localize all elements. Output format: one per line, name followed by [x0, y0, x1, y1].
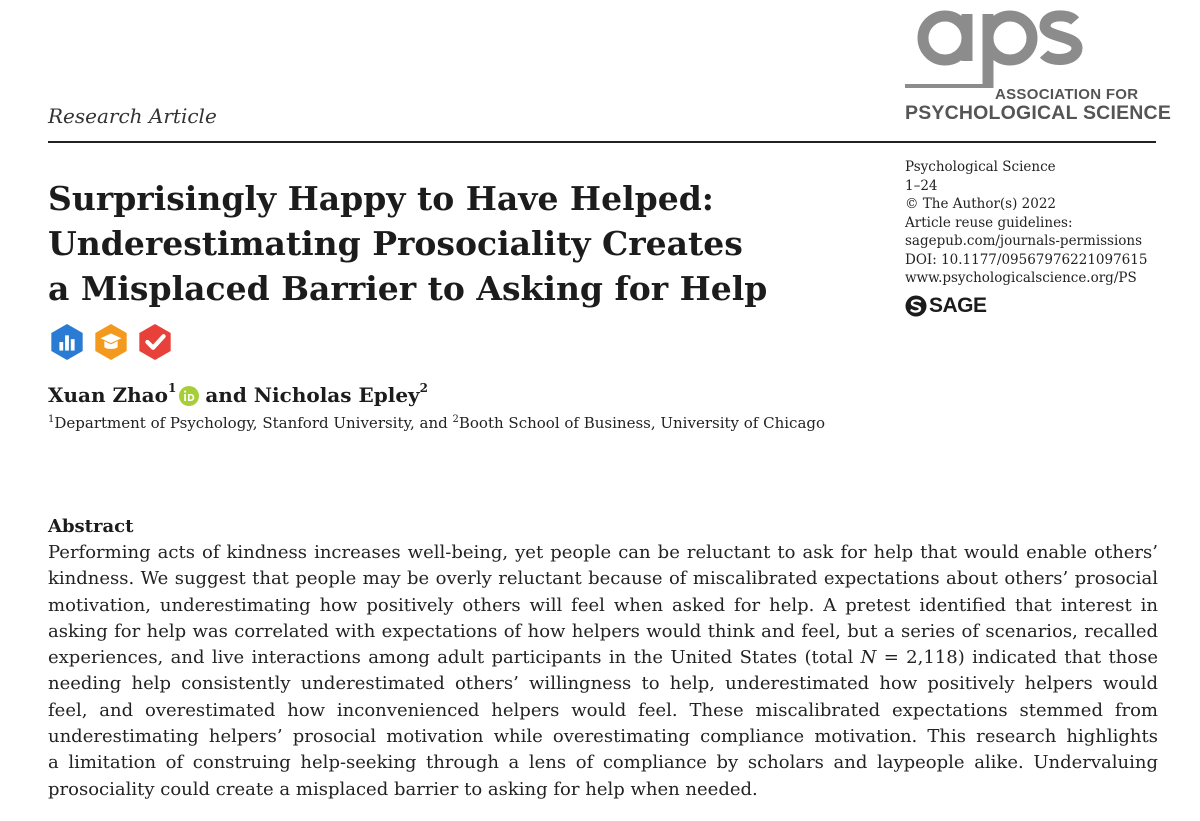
- author-affiliation-mark: 2: [419, 381, 429, 395]
- affiliation-mark: 1: [48, 414, 55, 425]
- title-line: Underestimating Prosociality Creates: [48, 224, 743, 263]
- abstract-line: a limitation of construing help-seeking through a lens of compliance by scholars and laypeople alike. Undervaluing: [48, 752, 1158, 774]
- abstract-line: motivation, underestimating how positively others will feel when asked for help. A pretest identified that interest in: [48, 594, 1158, 616]
- abstract-line: feel, and overestimated how inconvenienced helpers would feel. These miscalibrated expectations stemmed from: [48, 699, 1158, 721]
- author-name: Xuan Zhao: [48, 383, 168, 407]
- copyright: © The Author(s) 2022: [905, 196, 1057, 212]
- abstract-line: kindness. We suggest that people may be overly reluctant because of miscalibrated expectations about others’ prosocial: [48, 568, 1158, 590]
- reuse-guidelines: Article reuse guidelines:: [905, 214, 1073, 231]
- abstract-line: prosociality could create a misplaced barrier to asking for help when needed.: [48, 778, 758, 800]
- title-line: a Misplaced Barrier to Asking for Help: [48, 269, 768, 308]
- abstract-line: experiences, and live interactions among adult participants in the United States (total N = 2,118) indicated that those: [48, 647, 1159, 669]
- author-affiliation-mark: 1: [167, 381, 177, 395]
- journal-website[interactable]: www.psychologicalscience.org/PS: [905, 270, 1137, 286]
- aps-logo-line2: PSYCHOLOGICAL SCIENCE: [905, 102, 1172, 124]
- permissions-link[interactable]: sagepub.com/journals-permissions: [905, 233, 1143, 249]
- author-joiner: and Nicholas Epley: [205, 383, 420, 407]
- journal-name: Psychological Science: [905, 159, 1056, 175]
- orcid-icon[interactable]: [179, 386, 199, 406]
- affiliation-1: Department of Psychology, Stanford University, and: [54, 414, 453, 432]
- page-range: 1–24: [905, 177, 938, 194]
- preregistered-badge-icon[interactable]: [136, 323, 174, 361]
- abstract-line: needing help consistently underestimated others’ willingness to help, underestimated how positively helpers would: [48, 673, 1158, 695]
- journal-info: [905, 158, 1147, 288]
- abstract-body: [48, 540, 1158, 803]
- aps-logo-mark: [905, 8, 1100, 90]
- authors: [48, 383, 428, 407]
- abstract-heading: Abstract: [48, 516, 134, 537]
- doi[interactable]: DOI: 10.1177/09567976221097615: [905, 251, 1148, 268]
- abstract-line: Performing acts of kindness increases well-being, yet people can be reluctant to ask for help that would enable others’: [48, 542, 1158, 563]
- sage-s-icon: [905, 295, 927, 317]
- abstract-line: asking for help was correlated with expectations of how helpers would think and feel, but a series of scenarios, recalled: [48, 620, 1158, 642]
- open-data-badge-icon[interactable]: [48, 323, 86, 361]
- title-line: Surprisingly Happy to Have Helped:: [48, 179, 714, 218]
- affiliation-2: Booth School of Business, University of Chicago: [458, 414, 826, 432]
- aps-logo-line1: ASSOCIATION FOR: [995, 86, 1139, 103]
- open-science-badges: [48, 323, 174, 361]
- article-title: [48, 176, 848, 311]
- affiliation-mark: 2: [452, 414, 459, 425]
- sage-logo: [905, 294, 987, 318]
- article-type: Research Article: [48, 104, 217, 128]
- sage-label: SAGE: [929, 294, 987, 317]
- affiliations: [48, 414, 825, 432]
- open-materials-badge-icon[interactable]: [92, 323, 130, 361]
- abstract-line: underestimating helpers’ prosocial motivation while overestimating compliance motivation. This research highlights: [48, 726, 1158, 748]
- header-rule: [48, 141, 1156, 143]
